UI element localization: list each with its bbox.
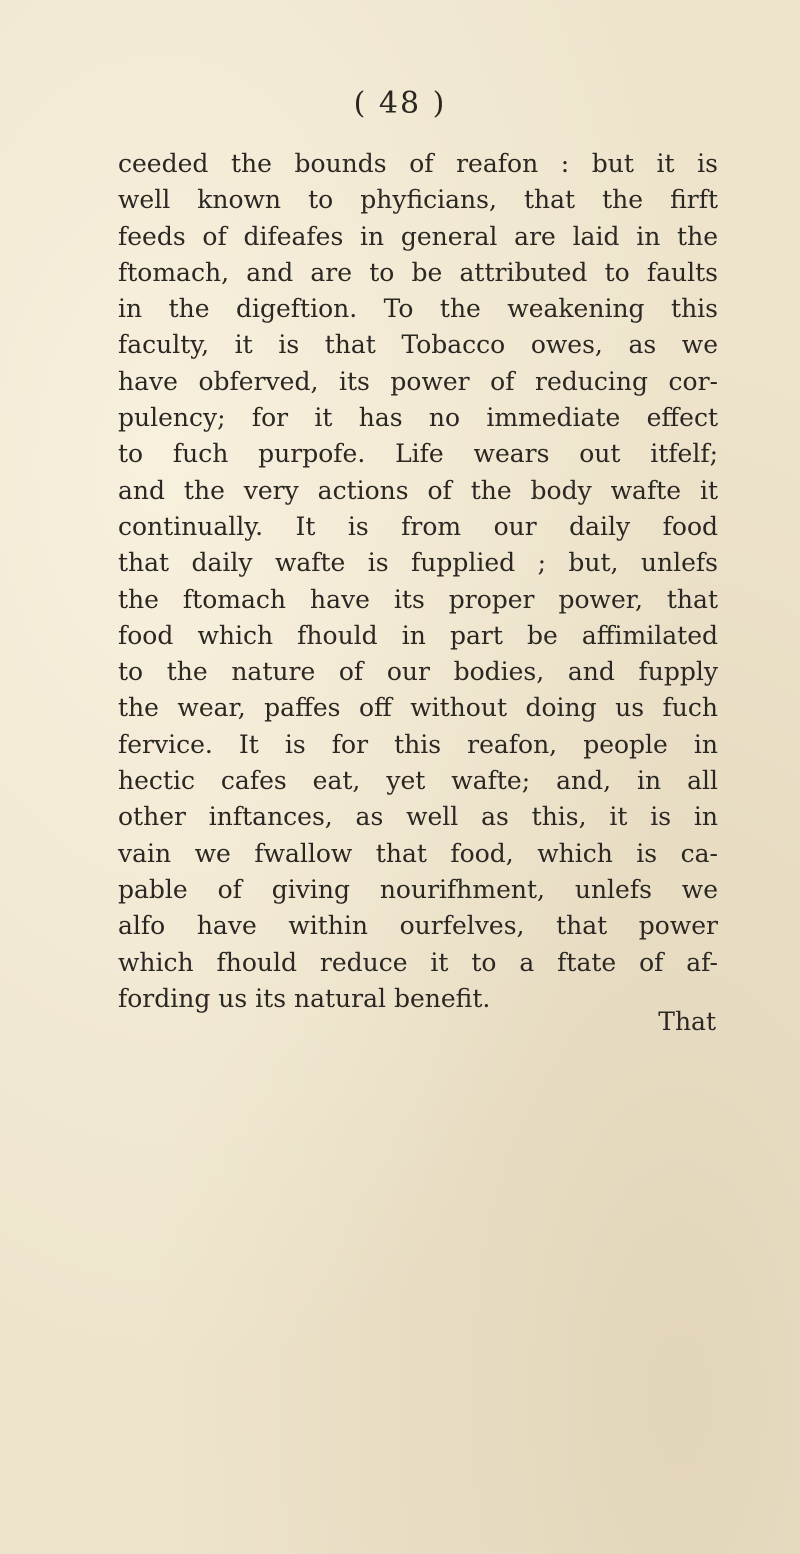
text-line: and the very actions of the body wafte it [118, 475, 718, 505]
text-line: which fhould reduce it to a ftate of af- [118, 947, 718, 977]
text-line: feeds of difeafes in general are laid in the [118, 221, 718, 251]
text-line: fording us its natural benefit. [118, 983, 491, 1013]
text-line: hectic cafes eat, yet wafte; and, in all [118, 766, 718, 796]
text-line: ceeded the bounds of reafon : but it is [118, 149, 718, 178]
text-line: in the digeftion. To the weakening this [118, 294, 718, 324]
text-line: alfo have within ourfelves, that power [118, 911, 718, 941]
body-text [118, 146, 718, 1017]
text-line: other inftances, as well as this, it is in [118, 802, 718, 832]
text-line: the ftomach have its proper power, that [118, 584, 718, 614]
text-line: food which fhould in part be affimilated [118, 620, 718, 650]
text-line: the wear, paffes off without doing us fuch [118, 693, 718, 723]
page-number: ( 48 ) [353, 86, 447, 121]
text-line: pable of giving nourifhment, unlefs we [118, 874, 718, 904]
catchword: That [658, 1007, 716, 1036]
text-line: faculty, it is that Tobacco owes, as we [118, 330, 718, 360]
text-line: vain we fwallow that food, which is ca- [118, 838, 718, 868]
text-line: pulency; for it has no immediate effect [118, 403, 718, 433]
text-line: ftomach, and are to be attributed to faults [118, 257, 718, 287]
text-line: to fuch purpofe. Life wears out itfelf; [118, 439, 718, 469]
text-line: continually. It is from our daily food [118, 511, 718, 541]
text-line: have obferved, its power of reducing cor- [118, 366, 718, 396]
text-line: well known to phyficians, that the firft [118, 185, 718, 215]
text-line: to the nature of our bodies, and fupply [118, 657, 718, 687]
text-line: fervice. It is for this reafon, people in [118, 729, 718, 759]
text-line: that daily wafte is fupplied ; but, unlefs [118, 548, 718, 578]
